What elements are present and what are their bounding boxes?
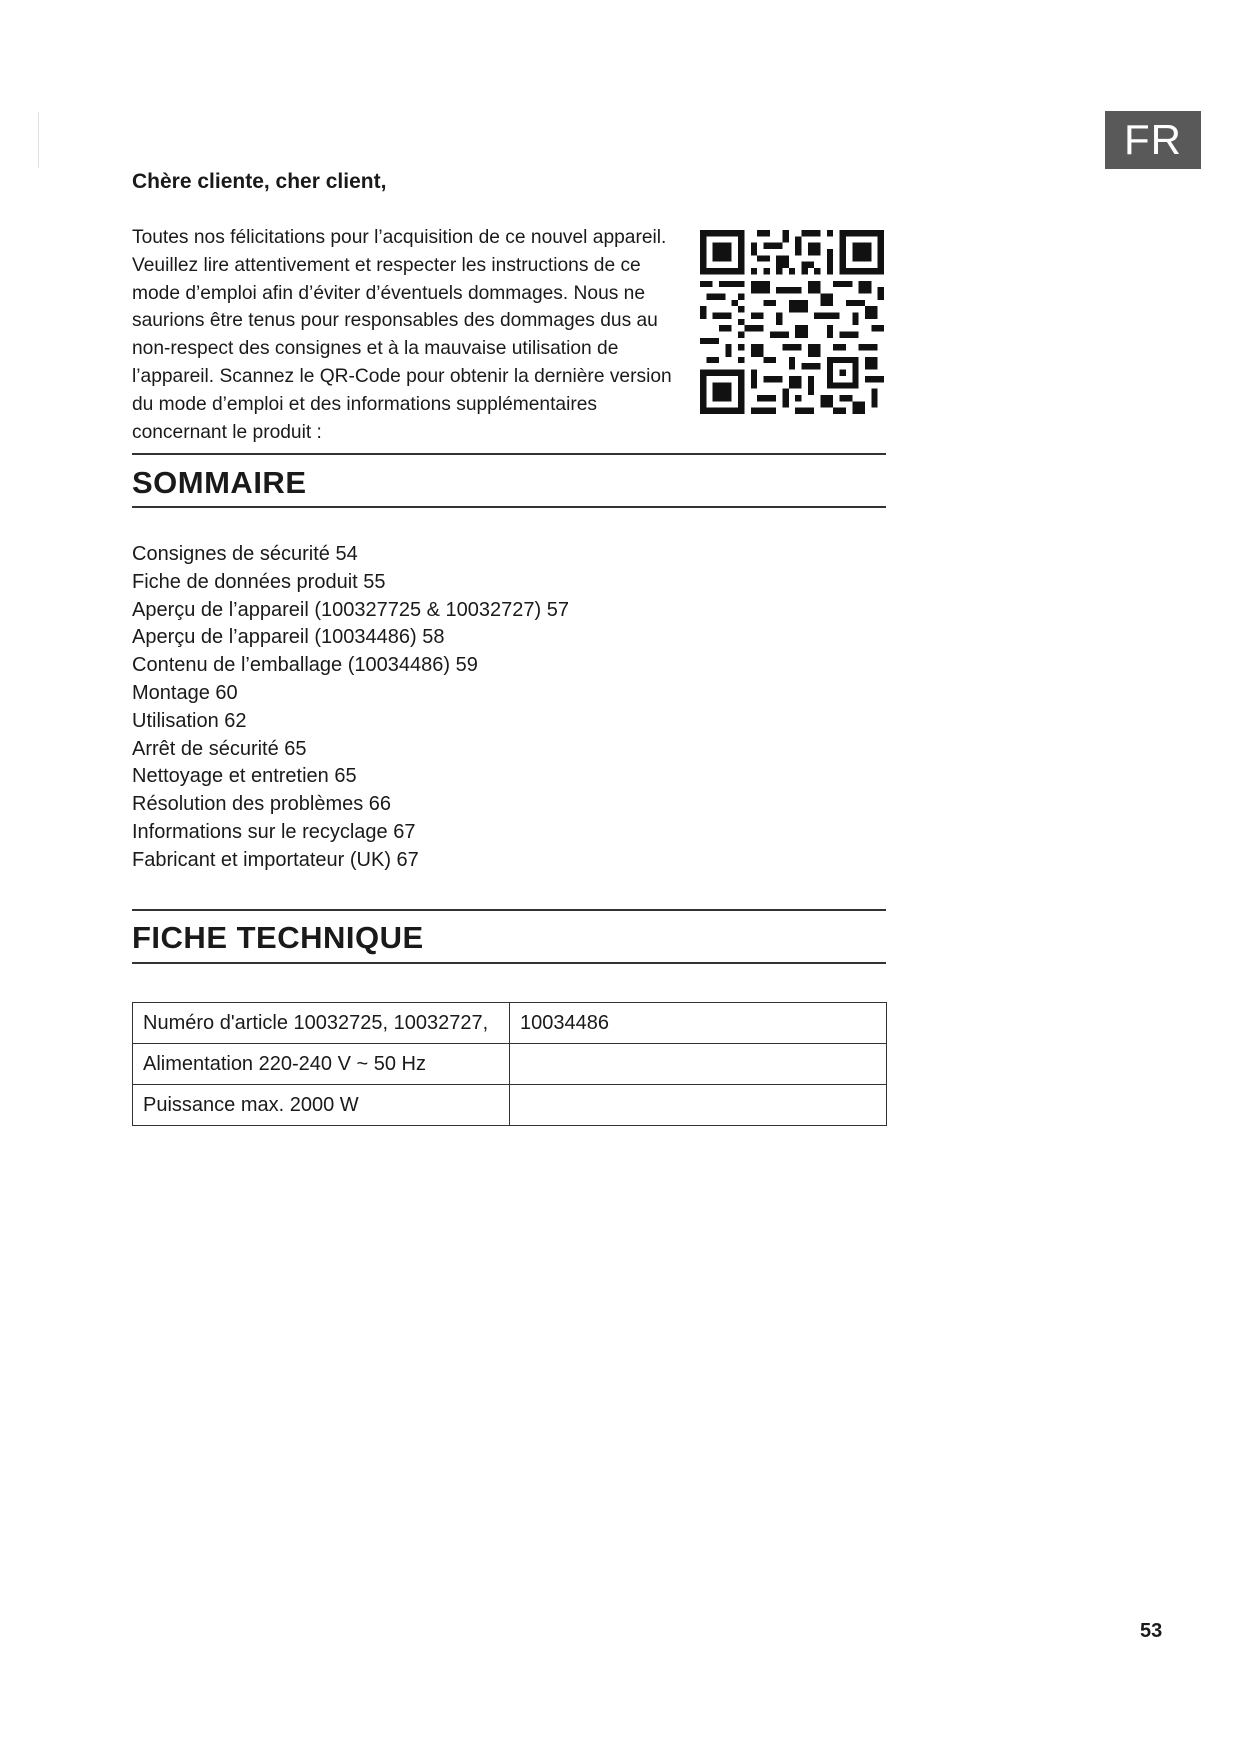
page-number: 53 [1140,1620,1163,1642]
table-of-contents [132,541,569,875]
table-cell: Puissance max. 2000 W [133,1085,510,1126]
table-row [133,1085,887,1126]
table-cell [510,1044,887,1085]
divider [132,909,886,911]
toc-item: Nettoyage et entretien 65 [132,765,357,788]
toc-item: Arrêt de sécurité 65 [132,737,307,760]
toc-item: Aperçu de l’appareil (100327725 & 10032727) 57 [132,598,570,621]
toc-item: Montage 60 [132,681,238,704]
table-cell: 10034486 [510,1003,887,1044]
divider [132,453,886,455]
toc-item: Contenu de l’emballage (10034486) 59 [132,654,478,677]
qr-code-icon [700,230,884,414]
divider [132,962,886,964]
toc-item: Informations sur le recyclage 67 [132,820,416,843]
toc-item: Utilisation 62 [132,709,247,732]
table-cell [510,1085,887,1126]
divider [132,506,886,508]
table-row [133,1003,887,1044]
specs-heading: FICHE TECHNIQUE [132,920,424,955]
toc-item: Fabricant et importateur (UK) 67 [132,848,419,871]
greeting: Chère cliente, cher client, [132,170,387,193]
toc-item: Consignes de sécurité 54 [132,543,358,565]
specs-table [132,1002,887,1126]
language-tab: FR [1105,111,1201,169]
toc-item: Résolution des problèmes 66 [132,793,392,816]
table-cell: Numéro d'article 10032725, 10032727, [133,1003,510,1044]
margin-mark [38,112,39,168]
table-row [133,1044,887,1085]
toc-item: Fiche de données produit 55 [132,570,386,593]
table-cell: Alimentation 220-240 V ~ 50 Hz [133,1044,510,1085]
toc-heading: SOMMAIRE [132,465,307,500]
intro-paragraph: Toutes nos félicitations pour l’acquisition de ce nouvel appareil. Veuillez lire attentivement et respecter les instructions de ce mode d’emploi afin d’éviter d’éventuels dommages. Nous ne saurions être tenus pour responsables des dommages dus au non-respect des consignes et à la mauvaise utilisation de l’appareil. Scannez le QR-Code pour obtenir la dernière version du mode d’emploi et des informations supplémentaires concernant le produit : [132,227,672,443]
toc-item: Aperçu de l’appareil (10034486) 58 [132,626,445,649]
